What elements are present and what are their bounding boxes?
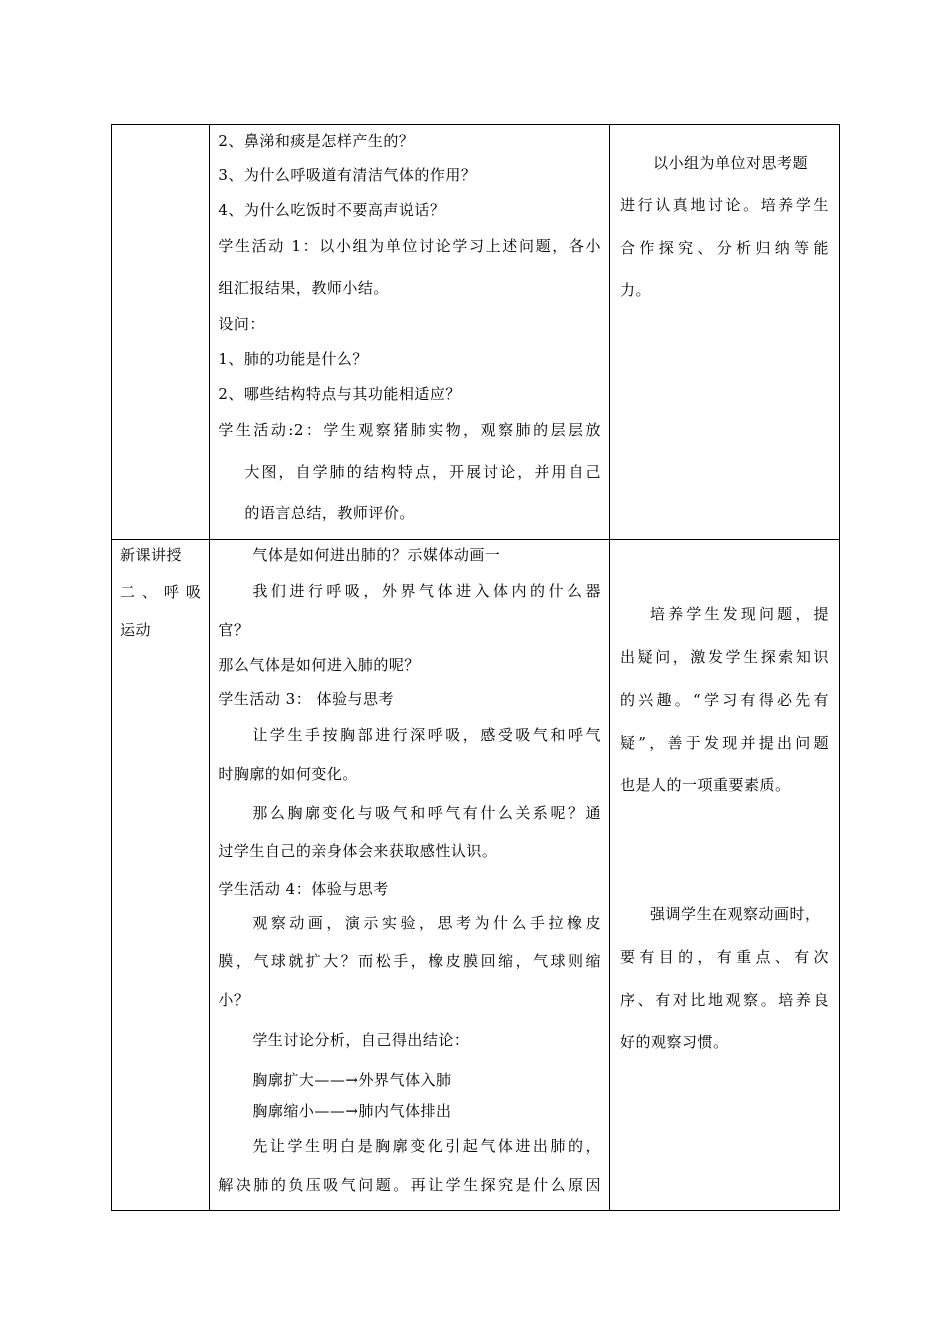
process-line: 膜，气球就扩大？而松手，橡皮膜回缩，气球则缩 (218, 952, 602, 970)
process-line: 学生活动:2：学生观察猪肺实物，观察肺的层层放 (218, 421, 602, 439)
process-line: 4、为什么吃饭时不要高声说话？ (218, 201, 446, 219)
process-line: 那么胸廓变化与吸气和呼气有什么关系呢？通 (252, 804, 602, 822)
intent-cell (610, 125, 840, 540)
process-line: 的语言总结，教师评价。 (244, 504, 415, 522)
intent-line: 进行认真地讨论。培养学生 (620, 196, 829, 214)
process-line: 学生讨论分析，自己得出结论： (252, 1031, 470, 1049)
stage-cell (112, 540, 210, 1211)
process-line: 让学生手按胸部进行深呼吸，感受吸气和呼气 (252, 726, 602, 744)
intent-line: 也是人的一项重要素质。 (620, 776, 791, 794)
process-line: 胸廓扩大——→外界气体入肺 (252, 1071, 452, 1089)
process-line: 组汇报结果，教师小结。 (218, 279, 389, 297)
stage-cell (112, 125, 210, 540)
process-line: 2、哪些结构特点与其功能相适应？ (218, 385, 461, 403)
intent-line: 力。 (620, 281, 652, 299)
process-line: 2、鼻涕和痰是怎样产生的？ (218, 132, 415, 150)
process-line: 解决肺的负压吸气问题。再让学生探究是什么原因 (218, 1176, 602, 1194)
table-row (112, 540, 840, 1211)
stage-line: 新课讲授 (120, 546, 183, 564)
process-line: 胸廓缩小——→肺内气体排出 (252, 1102, 452, 1120)
process-cell (210, 125, 610, 540)
intent-line: 好的观察习惯。 (620, 1033, 729, 1051)
process-cell (210, 540, 610, 1211)
intent-cell (610, 540, 840, 1211)
intent-line: 序、有对比地观察。培养良 (620, 991, 829, 1009)
process-line: 1、肺的功能是什么？ (218, 350, 368, 368)
intent-line: 疑”，善于发现并提出问题 (620, 734, 829, 752)
intent-line: 以小组为单位对思考题 (653, 154, 809, 172)
process-line: 过学生自己的亲身体会来获取感性认识。 (218, 842, 498, 860)
process-line: 官？ (218, 621, 250, 639)
stage-line: 运动 (120, 621, 152, 639)
intent-line: 合作探究、分析归纳等能 (620, 239, 829, 257)
intent-line: 出疑问，激发学生探索知识 (620, 648, 829, 666)
process-line: 学生活动 4：体验与思考 (218, 880, 389, 898)
process-line: 学生活动 3： 体验与思考 (218, 690, 394, 708)
intent-line: 强调学生在观察动画时， (650, 905, 821, 923)
lesson-plan-table (111, 124, 840, 1211)
process-line: 设问： (218, 315, 265, 333)
process-line: 先让学生明白是胸廓变化引起气体进出肺的， (252, 1137, 602, 1155)
stage-line: 二、呼吸 (120, 583, 202, 601)
process-line: 气体是如何进出肺的？示媒体动画一 (252, 546, 501, 564)
process-line: 我们进行呼吸，外界气体进入体内的什么器 (252, 582, 602, 600)
intent-line: 培养学生发现问题，提 (650, 605, 829, 623)
process-line: 时胸廓的如何变化。 (218, 765, 358, 783)
process-line: 学生活动 1：以小组为单位讨论学习上述问题，各小 (218, 237, 602, 255)
process-line: 那么气体是如何进入肺的呢？ (218, 656, 420, 674)
process-line: 大图，自学肺的结构特点，开展讨论，并用自己 (244, 463, 602, 481)
intent-line: 要有目的，有重点、有次 (620, 948, 829, 966)
process-line: 小？ (218, 991, 250, 1009)
intent-line: 的兴趣。“学习有得必先有 (620, 691, 829, 709)
process-line: 3、为什么呼吸道有清洁气体的作用？ (218, 166, 477, 184)
table-row (112, 125, 840, 540)
process-line: 观察动画，演示实验，思考为什么手拉橡皮 (252, 914, 602, 932)
